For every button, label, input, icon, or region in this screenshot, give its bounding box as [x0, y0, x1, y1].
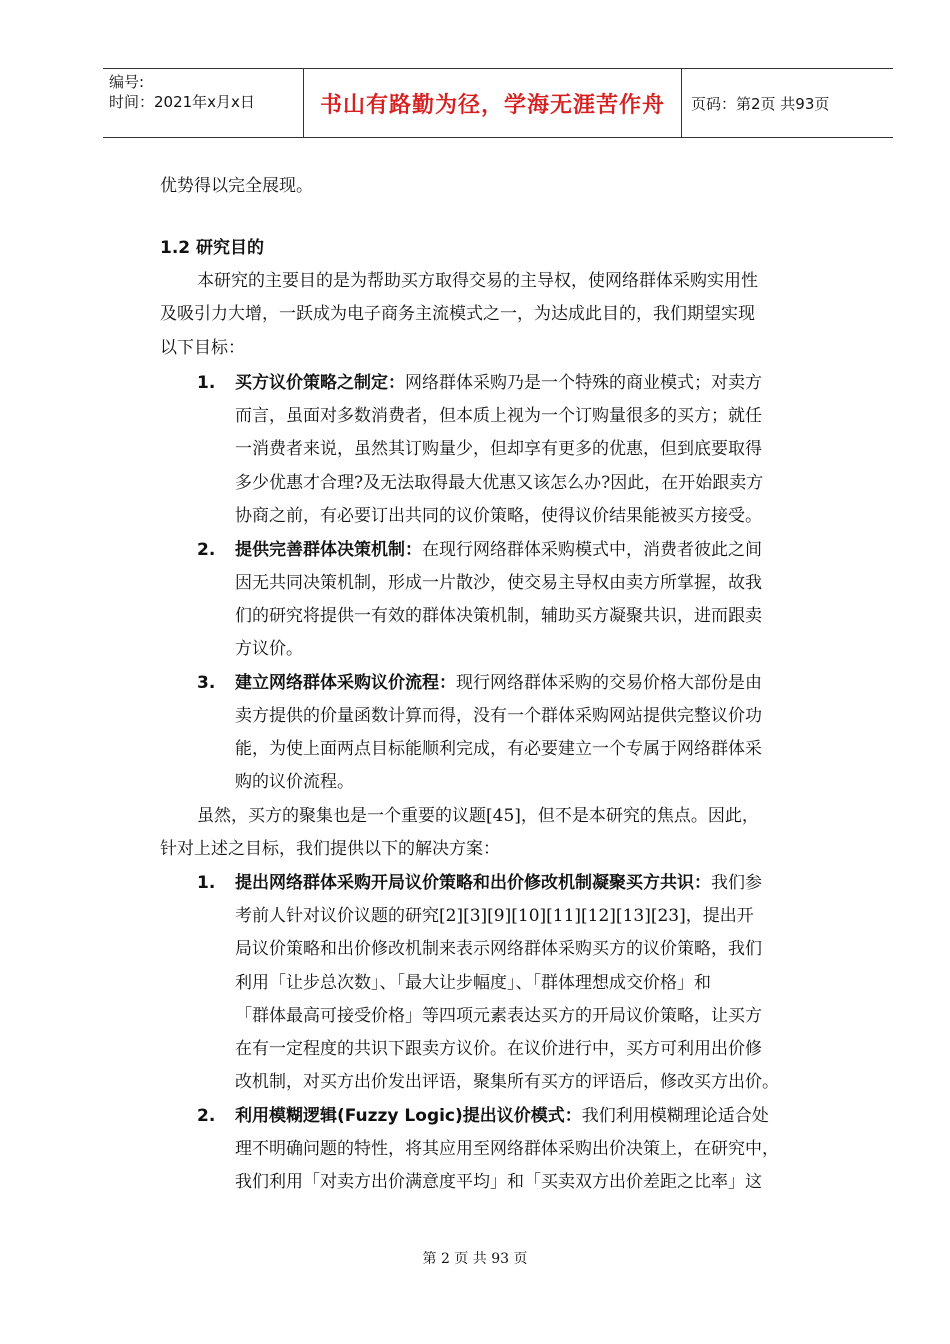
- list-item-line: 卖方提供的价量函数计算而得，没有一个群体采购网站提供完整议价功: [235, 706, 762, 726]
- list-item-text: 现行网络群体采购的交易价格大部份是由: [456, 673, 762, 693]
- list-item-first-line: [235, 372, 762, 394]
- list-item-line: 我们利用「对卖方出价满意度平均」和「买卖双方出价差距之比率」这: [235, 1172, 762, 1192]
- list-item-line: 因无共同决策机制，形成一片散沙，使交易主导权由卖方所掌握，故我: [235, 573, 762, 593]
- paragraph-line: 以下目标：: [160, 338, 245, 358]
- list-item-first-line: [235, 872, 762, 894]
- list-number: 2.: [197, 540, 216, 560]
- paragraph-line: 本研究的主要目的是为帮助买方取得交易的主导权，使网络群体采购实用性: [197, 271, 758, 291]
- list-item-text: 我们参: [711, 873, 762, 893]
- list-item-line: 购的议价流程。: [235, 772, 354, 792]
- page-footer: 第 2 页 共 93 页: [422, 1251, 528, 1267]
- header-page-info: 页码：第2页 共93页: [691, 94, 830, 113]
- list-item-line: 利用「让步总次数」、「最大让步幅度」、「群体理想成交价格」和: [235, 973, 711, 993]
- list-item-line: 一消费者来说，虽然其订购量少，但却享有更多的优惠，但到底要取得: [235, 439, 762, 459]
- list-item-line: 能，为使上面两点目标能顺利完成，有必要建立一个专属于网络群体采: [235, 739, 762, 759]
- list-item-first-line: [235, 1105, 769, 1127]
- paragraph-line: 及吸引力大增，一跃成为电子商务主流模式之一，为达成此目的，我们期望实现: [160, 304, 755, 324]
- paragraph-line: 虽然，买方的聚集也是一个重要的议题[45]，但不是本研究的焦点。因此，: [197, 806, 759, 826]
- document-code-label: 编号:: [109, 73, 145, 91]
- list-item-line: 「群体最高可接受价格」等四项元素表达买方的开局议价策略，让买方: [235, 1006, 762, 1026]
- list-item-text: 在现行网络群体采购模式中，消费者彼此之间: [422, 540, 762, 560]
- list-item-line: 考前人针对议价议题的研究[2][3][9][10][11][12][13][23]，提出开: [235, 906, 754, 926]
- list-item-text: 网络群体采购乃是一个特殊的商业模式；对卖方: [405, 373, 762, 393]
- list-item-line: 改机制，对买方出价发出评语，聚集所有买方的评语后，修改买方出价。: [235, 1072, 779, 1092]
- list-number: 1.: [197, 873, 216, 893]
- list-item-first-line: [235, 672, 762, 694]
- list-number: 1.: [197, 373, 216, 393]
- list-item-first-line: [235, 539, 762, 561]
- list-item-line: 们的研究将提供一有效的群体决策机制，辅助买方凝聚共识，进而跟卖: [235, 606, 762, 626]
- paragraph-line: 针对上述之目标，我们提供以下的解决方案：: [160, 839, 500, 859]
- intro-line: 优势得以完全展现。: [160, 176, 313, 196]
- list-item-line: 而言，虽面对多数消费者，但本质上视为一个订购量很多的买方；就任: [235, 406, 762, 426]
- list-item-title: 提供完善群体决策机制：: [235, 540, 422, 560]
- list-item-title: 利用模糊逻辑(Fuzzy Logic)提出议价模式：: [235, 1106, 582, 1126]
- list-item-title: 买方议价策略之制定：: [235, 373, 405, 393]
- section-heading: 1.2 研究目的: [160, 238, 265, 258]
- list-number: 3.: [197, 673, 216, 693]
- list-item-line: 协商之前，有必要订出共同的议价策略，使得议价结果能被买方接受。: [235, 506, 762, 526]
- list-number: 2.: [197, 1106, 216, 1126]
- list-item-line: 方议价。: [235, 639, 303, 659]
- list-item-title: 提出网络群体采购开局议价策略和出价修改机制凝聚买方共识：: [235, 873, 711, 893]
- list-item-line: 局议价策略和出价修改机制来表示网络群体采购买方的议价策略，我们: [235, 939, 762, 959]
- list-item-line: 理不明确问题的特性，将其应用至网络群体采购出价决策上，在研究中，: [235, 1139, 779, 1159]
- header-motto: 书山有路勤为径，学海无涯苦作舟: [319, 92, 665, 118]
- header-left-cell: [103, 69, 303, 137]
- list-item-text: 我们利用模糊理论适合处: [581, 1106, 769, 1126]
- list-item-line: 在有一定程度的共识下跟卖方议价。在议价进行中，买方可利用出价修: [235, 1039, 762, 1059]
- header-motto-cell: [303, 69, 682, 137]
- list-item-title: 建立网络群体采购议价流程：: [235, 673, 456, 693]
- list-item-line: 多少优惠才合理?及无法取得最大优惠又该怎么办?因此，在开始跟卖方: [235, 473, 764, 493]
- header-right-cell: [681, 69, 893, 137]
- page-header: [103, 68, 893, 138]
- document-date-label: 时间：2021年x月x日: [109, 93, 255, 111]
